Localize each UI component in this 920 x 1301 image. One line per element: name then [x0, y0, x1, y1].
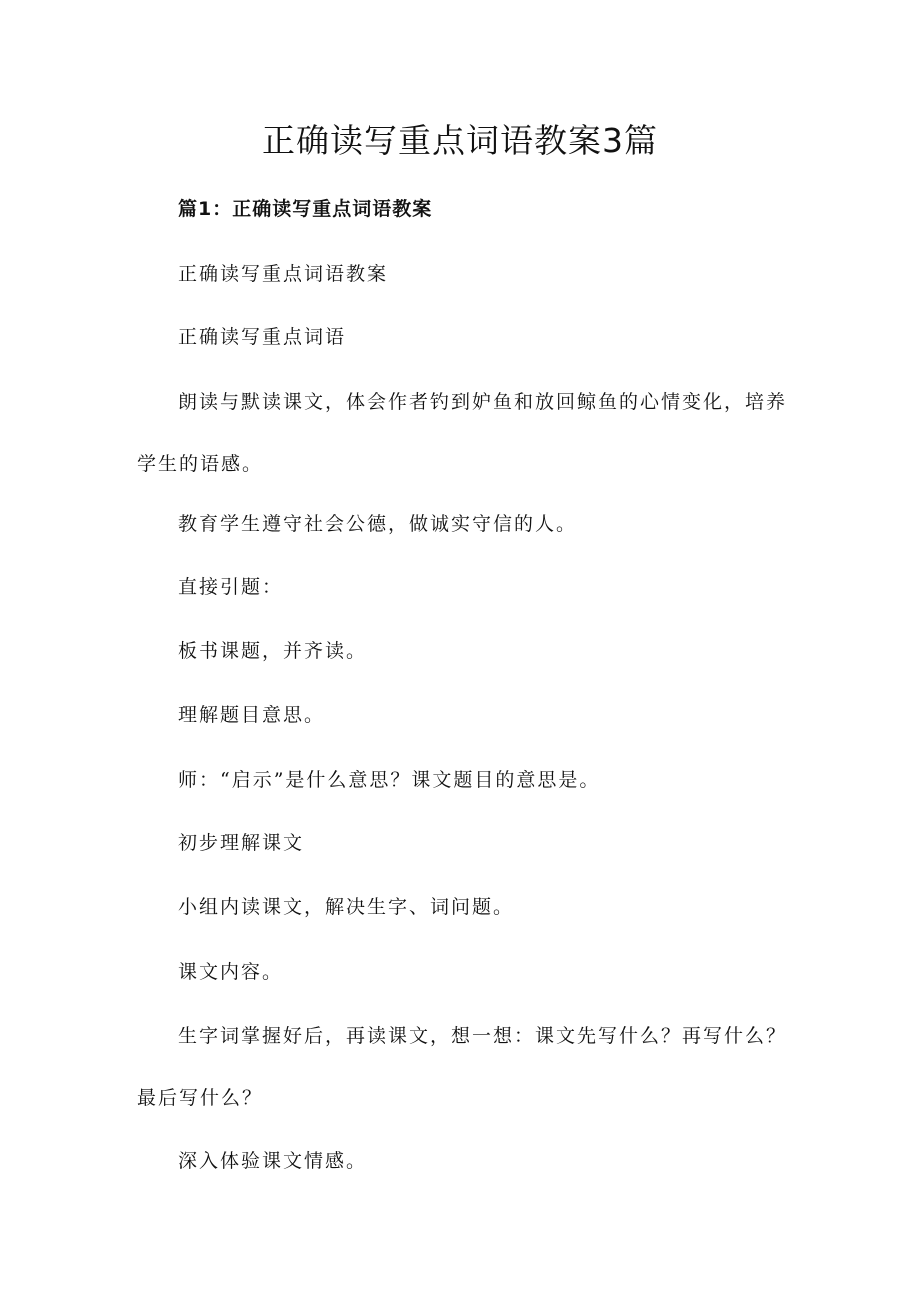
section-heading: 篇1：正确读写重点词语教案 [178, 198, 433, 220]
paragraph: 师：“启示”是什么意思？课文题目的意思是。 [178, 769, 601, 791]
paragraph: 理解题目意思。 [178, 704, 326, 726]
paragraph: 朗读与默读课文，体会作者钓到妒鱼和放回鲸鱼的心情变化，培养学生的语感。 [137, 391, 788, 475]
paragraph: 正确读写重点词语教案 [178, 263, 389, 285]
paragraph: 课文内容。 [178, 961, 284, 983]
paragraph: 板书课题，并齐读。 [178, 640, 368, 662]
paragraph: 小组内读课文，解决生字、词问题。 [178, 896, 515, 918]
paragraph: 深入体验课文情感。 [178, 1150, 368, 1172]
paragraph: 初步理解课文 [178, 832, 305, 854]
paragraph: 教育学生遵守社会公德，做诚实守信的人。 [178, 513, 578, 535]
paragraph: 生字词掌握好后，再读课文，想一想：课文先写什么？再写什么？最后写什么？ [137, 1025, 788, 1109]
paragraph: 正确读写重点词语 [178, 326, 347, 348]
paragraph: 直接引题： [178, 576, 284, 598]
document-title: 正确读写重点词语教案3篇 [262, 121, 658, 160]
